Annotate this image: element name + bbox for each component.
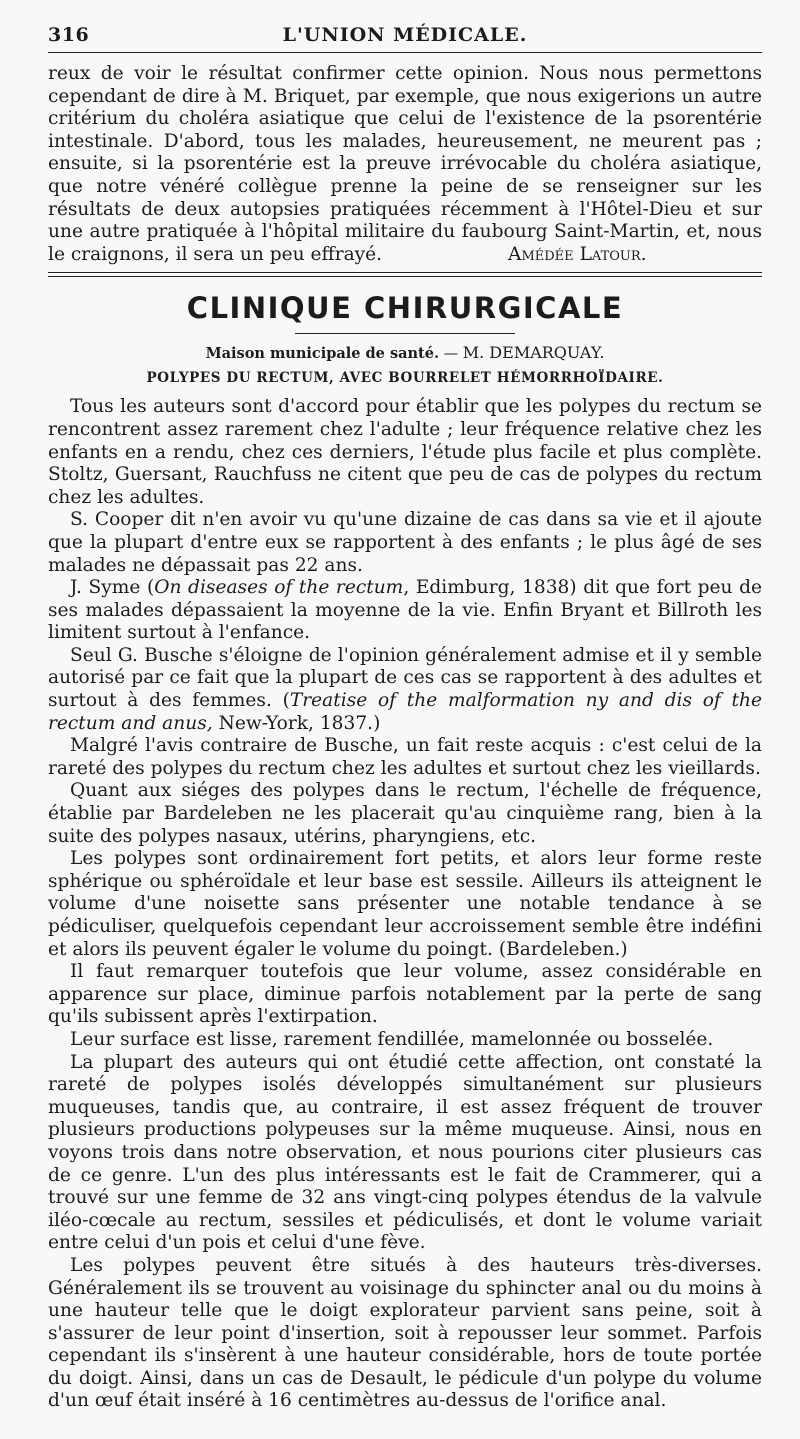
paragraph-10: La plupart des auteurs qui ont étudié cette affection, ont constaté la rareté de polypes isolés développés simultanément sur plusieurs muqueuses, tandis que, au contraire, il est assez fréquent de trouver plusieurs productions polypeuses sur la même muqueuse. Ainsi, nous en voyons trois dans notre observation, et nous pourions citer plusieurs cas de ce genre. L'un des plus intéressants est le fait de Crammerer, qui a trouvé sur une femme de 32 ans vingt-cinq polypes étendus de la valvule iléo-cœcale au rectum, sessiles et pédiculisés, et dont le volume variait entre celui d'un pois et celui d'une fève. — [48, 1051, 762, 1254]
author-signature: Amédée Latour. — [508, 243, 647, 265]
paragraph-5: Malgré l'avis contraire de Busche, un fait reste acquis : c'est celui de la rareté des polypes du rectum chez les adultes et surtout chez les vieillards. — [48, 735, 762, 779]
institution-name: Maison municipale de santé. — [205, 345, 440, 363]
surgeon-name: M. DEMARQUAY. — [462, 343, 605, 363]
section-title: CLINIQUE CHIRURGICALE — [186, 291, 624, 326]
paragraph-11: Les polypes peuvent être situés à des hauteurs très-diverses. Généralement ils se trouvent au voisinage du sphincter anal ou du moins à une hauteur telle que le doigt explorateur parvient sans peine, soit à s'assurer de leur point d'insertion, soit à repousser leur sommet. Parfois cependant ils s'insèrent à une hauteur considérable, hors de toute portée du doigt. Ainsi, dans un cas de Desault, le pédicule d'un polype du volume d'un œuf était inséré à 16 centimètres au-dessus de l'orifice anal. — [48, 1254, 762, 1412]
paragraph-4-end: New-York, 1837.) — [212, 712, 381, 734]
section-divider — [48, 272, 762, 277]
continuation-text: reux de voir le résultat confirmer cette opinion. Nous nous permettons cependant de dire à M. Briquet, par exemple, que nous exigerions un autre critérium du choléra asiatique que celui de l'existence de la psorentérie intestinale. D'abord, tous les malades, heureusement, ne meurent pas ; ensuite, si la psorentérie est la preuve irrévocable du choléra asiatique, que notre vénéré collègue prenne la peine de se renseigner sur les résultats de deux autopsies pratiquées récemment à l'Hôtel-Dieu et sur une autre pratiquée à l'hôpital militaire du faubourg Saint-Martin, et, nous le craignons, il sera un peu effrayé. — [48, 63, 762, 265]
paragraph-2: S. Cooper dit n'en avoir vu qu'une dizaine de cas dans sa vie et il ajoute que la plupart d'entre eux se rapportent à des enfants ; le plus âgé de ses malades ne dépassait pas 22 ans. — [48, 509, 762, 576]
paragraph-3-start: J. Syme ( — [70, 577, 155, 599]
running-head — [48, 24, 762, 53]
paragraph-3-end: , Edimburg, 1838) dit que fort peu de ses malades dépassaient la moyenne de la vie. Enfin Bryant et Billroth les limitent surtout à l'enfance. — [48, 577, 763, 644]
book-title-syme: On diseases of the rectum — [154, 577, 404, 599]
continuation-paragraph — [48, 63, 762, 266]
title-underline — [295, 333, 515, 334]
paragraph-1: Tous les auteurs sont d'accord pour établir que les polypes du rectum se rencontrent assez rarement chez l'adulte ; leur fréquence relative chez les enfants en a rendu, chez ces derniers, l'étude plus facile et plus complète. Stoltz, Guersant, Rauchfuss ne citent que peu de cas de polypes du rectum chez les adultes. — [48, 396, 762, 508]
subheading-separator: — — [439, 346, 463, 363]
paragraph-8: Il faut remarquer toutefois que leur volume, assez considérable en apparence sur place, diminue parfois notablement par la perte de sang qu'ils subissent après l'extirpation. — [48, 961, 762, 1028]
paragraph-6: Quant aux siéges des polypes dans le rectum, l'échelle de fréquence, établie par Bardeleben ne les placerait qu'au cinquième rang, bien à la suite des polypes nasaux, utérins, pharyngiens, etc. — [48, 780, 762, 847]
paragraph-4-start: Seul G. Busche s'éloigne de l'opinion généralement admise et il y semble autorisé par ce fait que la plupart de ces cas se rapportent à des adultes et surtout à des femmes. ( — [48, 644, 762, 712]
paragraph-9: Leur surface est lisse, rarement fendillée, mamelonnée ou bosselée. — [70, 1028, 714, 1050]
clinic-subheading — [48, 343, 762, 362]
article-title: POLYPES DU RECTUM, AVEC BOURRELET HÉMORRHOÏDAIRE. — [146, 370, 664, 387]
paragraph-4 — [48, 645, 762, 735]
paragraph-7: Les polypes sont ordinairement fort petits, et alors leur forme reste sphérique ou sphéroïdale et leur base est sessile. Ailleurs ils atteignent le volume d'une noisette sans présenter une notable tendance à se pédiculiser, quelquefois cependant leur accroissement semble être indéfini et alors ils peuvent égaler le volume du poingt. (Bardeleben.) — [48, 848, 762, 960]
book-title-busche: Treatise of the malformation ny and dis of the rectum and anus, — [48, 690, 762, 734]
journal-title: L'UNION MÉDICALE. — [282, 24, 528, 46]
paragraph-3 — [48, 577, 762, 645]
page-number: 316 — [48, 24, 90, 46]
